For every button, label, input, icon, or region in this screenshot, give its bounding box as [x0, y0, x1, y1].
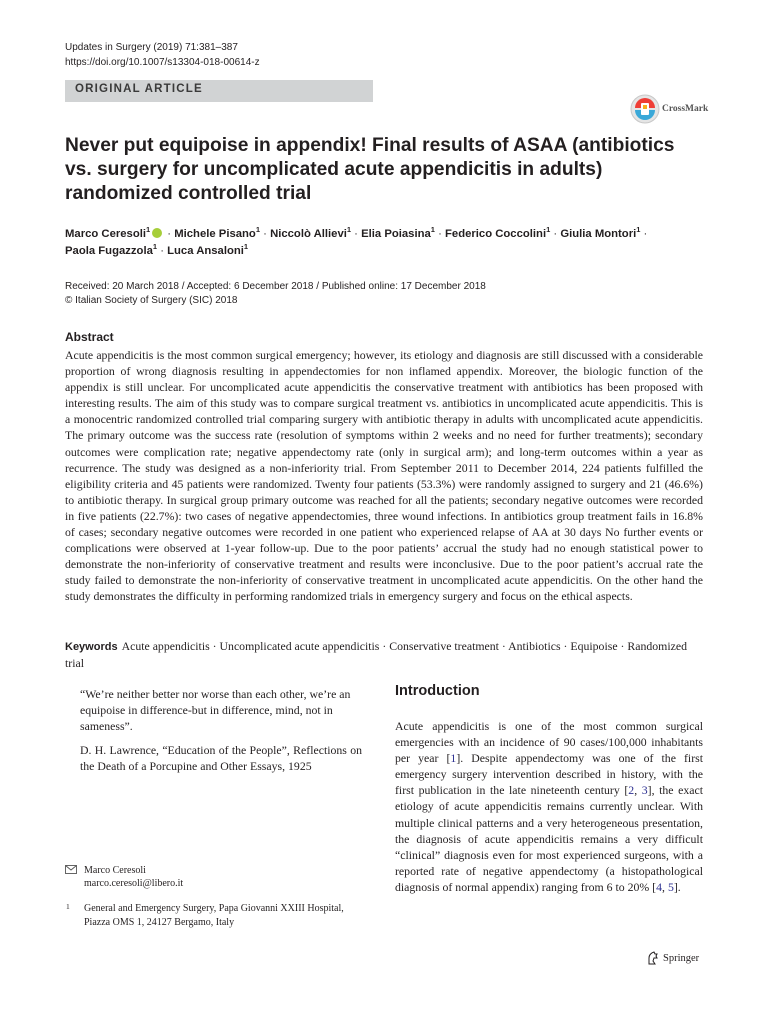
- author-list: Marco Ceresoli$^1$ · Michele Pisano$^1$ · Niccolò Allievi$^1$ · Elia Poiasina$^1$ · Federico Coccolini$^1$ · Giulia Montori$^1$ · Paola Fugazzola$^1$ · Luca Ansaloni$^1$: [65, 225, 648, 257]
- author[interactable]: Marco Ceresoli$^1$: [65, 225, 151, 240]
- article-type-label: ORIGINAL ARTICLE: [75, 83, 203, 95]
- affiliation-text: General and Emergency Surgery, Papa Giovanni XXIII Hospital, Piazza OMS 1, 24127 Bergamo, Italy: [84, 903, 344, 928]
- publisher-name: Springer: [663, 952, 700, 964]
- keywords-label: Keywords: [65, 641, 118, 653]
- abstract-text: Acute appendicitis is the most common surgical emergency; however, its etiology and diagnosis are still discussed with a considerable proportion of wrong diagnosis resulting in appendectomies for non inflamed appendix. Moreover, the biologic function of the appendix is still unclear. For uncomplicated acute appendicitis the conservative treatment with antibiotics has been proposed with interesting results. The aim of this study was to compare surgical treatment vs. antibiotics in uncomplicated acute appendicitis. This is a monocentric randomized controlled trial comparing surgery with antibiotic therapy in adults with uncomplicated acute appendicitis. The primary outcome was the success rate (resolution of symptoms within 2 weeks and no need for further treatments); secondary outcomes were complication rate; negative appendectomy rate (only in surgical arm); and long-term outcomes within a year as recurrence. The study was designed as a non-inferiority trial. From September 2011 to December 2014, 224 patients fulfilled the eligibility criteria and 45 patients were randomized. Twenty four patients (53.3%) were randomly assigned to surgery and 21 (46.6%) to antibiotic therapy. In surgical group primary outcome was reached for all the patients; secondary negative outcomes were recorded in five patients (22.7%): two cases of negative appendectomies, three wound infections. In antibiotics group treatment fails in 16.8% of cases; secondary negative outcomes were recorded in one patient who experienced relapse of AA at 30 days No further events or complications were observed at 1-year follow-up. Due to the poor patients’ accrual the study had no enough statistical power to demonstrate the non-inferiority of conservative treatment and results were inconclusive. Due to the poor patient’s accrual rate the study failed to demonstrate the non-inferiority of conservative treatment in uncomplicated acute appendicitis. On the other hand the study demonstrates the difficulty in performing randomized trials in emergency surgery and focus on the ethical aspects.: [65, 348, 703, 604]
- author[interactable]: Luca Ansaloni$^1$: [167, 242, 249, 257]
- author[interactable]: Michele Pisano$^1$: [174, 225, 261, 240]
- publication-dates: [65, 280, 486, 308]
- journal-citation: Updates in Surgery (2019) 71:381–387: [65, 42, 238, 53]
- crossmark-badge[interactable]: [630, 91, 710, 127]
- orcid-icon[interactable]: [152, 228, 162, 238]
- introduction-text: Acute appendicitis is one of the most common surgical emergencies with an incidence of 90 cases/100,000 inhabitants per year [1]. Despite appendectomy was one of the first emergency surgery intervention described in history, with the first publication in the late nineteenth century [2, 3], the exact etiology of acute appendicitis remains currently unclear. With multiple clinical patterns and a very heterogeneous presentation, the diagnosis of acute appendicitis remains a very difficult “clinical” diagnosis even for most experienced surgeons, with a reported rate of negative appendectomy (a histopathological diagnosis of normal appendix) ranging from 6 to 20% [4, 5].: [395, 719, 703, 894]
- epigraph-source: D. H. Lawrence, “Education of the People”, Reflections on the Death of a Porcupine and Other Essays, 1925: [80, 743, 362, 774]
- article-type-bar: [65, 80, 373, 102]
- journal-header: [65, 40, 260, 70]
- received-accepted-dates: Received: 20 March 2018 / Accepted: 6 December 2018 / Published online: 17 December 2018: [65, 281, 486, 292]
- publisher-logo: [646, 951, 699, 965]
- author[interactable]: Federico Coccolini$^1$: [445, 225, 551, 240]
- keywords: [65, 638, 703, 671]
- citation-link[interactable]: 2: [628, 783, 635, 798]
- author[interactable]: Elia Poiasina$^1$: [361, 225, 435, 240]
- citation-link[interactable]: 4: [656, 879, 663, 894]
- citation-link[interactable]: 3: [641, 783, 648, 798]
- author[interactable]: Giulia Montori$^1$: [560, 225, 641, 240]
- envelope-icon: [65, 865, 77, 874]
- author[interactable]: Paola Fugazzola$^1$: [65, 242, 158, 257]
- correspondence-email[interactable]: marco.ceresoli@libero.it: [84, 878, 184, 889]
- doi-link[interactable]: https://doi.org/10.1007/s13304-018-00614-z: [65, 57, 260, 68]
- crossmark-icon: [630, 94, 660, 124]
- article-title: Never put equipoise in appendix! Final results of ASAA (antibiotics vs. surgery for uncomplicated acute appendicitis in adults) randomized controlled trial: [65, 135, 675, 204]
- affiliation-number: 1: [66, 902, 70, 911]
- author[interactable]: Niccolò Allievi$^1$: [270, 225, 352, 240]
- keywords-list: Acute appendicitis · Uncomplicated acute appendicitis · Conservative treatment · Antibiotics · Equipoise · Randomized trial: [65, 639, 688, 671]
- copyright-notice: © Italian Society of Surgery (SIC) 2018: [65, 295, 238, 306]
- crossmark-label: CrossMark: [662, 104, 709, 114]
- correspondence-name: Marco Ceresoli: [84, 865, 146, 876]
- introduction-heading: Introduction: [395, 683, 480, 699]
- citation-link[interactable]: 1: [450, 751, 457, 766]
- epigraph-quote: “We’re neither better nor worse than each other, we’re an equipoise in difference-but in difference, mind, not in sameness”.: [80, 687, 351, 734]
- abstract-heading: Abstract: [65, 330, 114, 344]
- citation-link[interactable]: 5: [667, 879, 674, 894]
- springer-horse-icon: [646, 951, 659, 965]
